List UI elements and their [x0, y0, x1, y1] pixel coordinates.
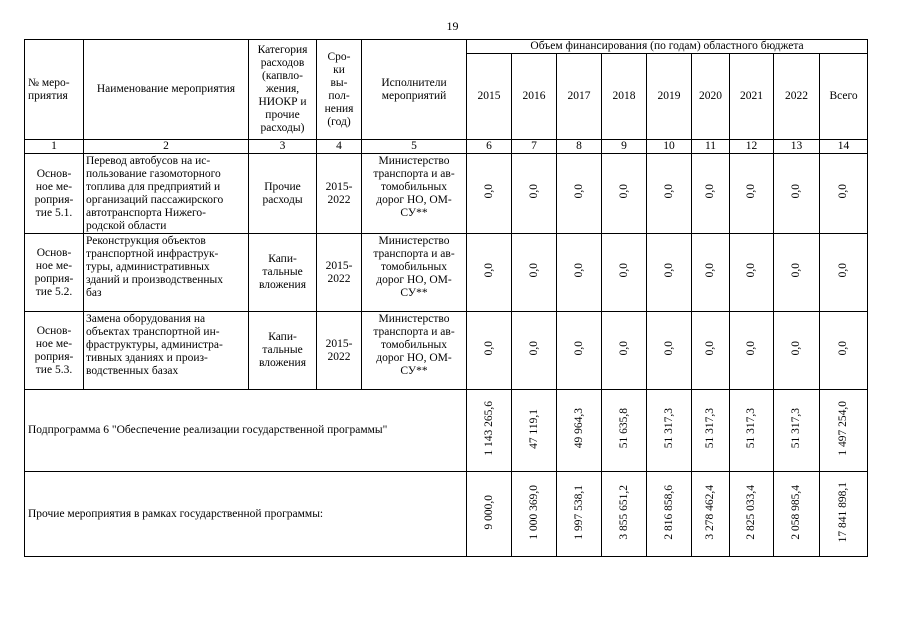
- value-cell: 2 816 858,6: [647, 472, 692, 557]
- header-year: 2019: [647, 54, 692, 140]
- value-cell: 51 317,3: [692, 390, 730, 472]
- value-cell: 0,0: [557, 154, 602, 234]
- value-cell: 0,0: [730, 234, 774, 312]
- column-number: 2: [84, 140, 249, 154]
- activity-category: Прочие расходы: [249, 154, 317, 234]
- value-cell: 1 143 265,6: [467, 390, 512, 472]
- value-cell: 0,0: [647, 234, 692, 312]
- value-cell: 0,0: [692, 234, 730, 312]
- value-cell: 0,0: [602, 154, 647, 234]
- value-cell: 2 825 033,4: [730, 472, 774, 557]
- header-terms: Сро- ки вы- пол- нения (год): [317, 40, 362, 140]
- header-year: 2017: [557, 54, 602, 140]
- value-cell: 51 317,3: [647, 390, 692, 472]
- activity-executors: Министерство транспорта и ав- томобильных дорог НО, ОМ- СУ**: [362, 154, 467, 234]
- value-cell: 0,0: [692, 312, 730, 390]
- header-category: Категория расходов (капвло- жения, НИОКР и прочие расходы): [249, 40, 317, 140]
- subprogram-label: Подпрограмма 6 "Обеспечение реализации государственной программы": [25, 390, 467, 472]
- header-financing: Объем финансирования (по годам) областного бюджета: [467, 40, 868, 54]
- value-cell: 0,0: [512, 154, 557, 234]
- value-cell: 49 964,3: [557, 390, 602, 472]
- value-cell: 0,0: [774, 234, 820, 312]
- value-cell: 0,0: [730, 154, 774, 234]
- activity-name: Замена оборудования на объектах транспортной ин- фраструктуры, администра- тивных зданиях и произ- водственных базах: [84, 312, 249, 390]
- column-number: 3: [249, 140, 317, 154]
- header-year: 2022: [774, 54, 820, 140]
- value-cell: 0,0: [512, 234, 557, 312]
- financing-table: [24, 39, 868, 557]
- column-number: 6: [467, 140, 512, 154]
- column-number: 7: [512, 140, 557, 154]
- activity-name: Перевод автобусов на ис- пользование газомоторного топлива для предприятий и организаций пассажирского автотранспорта Нижего- родской области: [84, 154, 249, 234]
- activity-row: [25, 312, 868, 390]
- header-name: Наименование мероприятия: [84, 40, 249, 140]
- column-number-row: [25, 140, 868, 154]
- activity-number: Основ- ное ме- роприя- тие 5.2.: [25, 234, 84, 312]
- column-number: 13: [774, 140, 820, 154]
- column-number: 4: [317, 140, 362, 154]
- value-cell: 51 317,3: [774, 390, 820, 472]
- header-total: Всего: [820, 54, 868, 140]
- other-activities-label: Прочие мероприятия в рамках государственной программы:: [25, 472, 467, 557]
- header-year: 2020: [692, 54, 730, 140]
- activity-terms: 2015- 2022: [317, 234, 362, 312]
- value-cell: 51 635,8: [602, 390, 647, 472]
- activity-row: [25, 234, 868, 312]
- other-activities-row: [25, 472, 868, 557]
- value-cell: 0,0: [692, 154, 730, 234]
- value-cell: 0,0: [557, 312, 602, 390]
- header-year: 2018: [602, 54, 647, 140]
- activity-category: Капи- тальные вложения: [249, 312, 317, 390]
- value-cell: 0,0: [602, 312, 647, 390]
- header-num: № меро- приятия: [25, 40, 84, 140]
- column-number: 12: [730, 140, 774, 154]
- value-cell: 0,0: [774, 154, 820, 234]
- value-cell-total: 0,0: [820, 154, 868, 234]
- header-year: 2021: [730, 54, 774, 140]
- value-cell: 0,0: [774, 312, 820, 390]
- page-number: 19: [446, 19, 459, 33]
- value-cell: 0,0: [467, 154, 512, 234]
- subprogram-row: [25, 390, 868, 472]
- activity-terms: 2015- 2022: [317, 154, 362, 234]
- header-year: 2015: [467, 54, 512, 140]
- value-cell: 0,0: [467, 312, 512, 390]
- value-cell: 0,0: [647, 154, 692, 234]
- value-cell-total: 0,0: [820, 312, 868, 390]
- value-cell-total: 0,0: [820, 234, 868, 312]
- activity-row: [25, 154, 868, 234]
- value-cell: 0,0: [512, 312, 557, 390]
- value-cell-total: 17 841 898,1: [820, 472, 868, 557]
- value-cell: 0,0: [557, 234, 602, 312]
- value-cell: 0,0: [730, 312, 774, 390]
- value-cell: 3 278 462,4: [692, 472, 730, 557]
- activity-number: Основ- ное ме- роприя- тие 5.3.: [25, 312, 84, 390]
- value-cell: 2 058 985,4: [774, 472, 820, 557]
- column-number: 9: [602, 140, 647, 154]
- activity-category: Капи- тальные вложения: [249, 234, 317, 312]
- activity-number: Основ- ное ме- роприя- тие 5.1.: [25, 154, 84, 234]
- value-cell: 0,0: [467, 234, 512, 312]
- activity-executors: Министерство транспорта и ав- томобильных дорог НО, ОМ- СУ**: [362, 312, 467, 390]
- value-cell: 47 119,1: [512, 390, 557, 472]
- activity-name: Реконструкция объектов транспортной инфраструк- туры, административных зданий и производственных баз: [84, 234, 249, 312]
- activity-terms: 2015- 2022: [317, 312, 362, 390]
- value-cell: 1 000 369,0: [512, 472, 557, 557]
- value-cell-total: 1 497 254,0: [820, 390, 868, 472]
- column-number: 10: [647, 140, 692, 154]
- header-executors: Исполнители мероприятий: [362, 40, 467, 140]
- value-cell: 51 317,3: [730, 390, 774, 472]
- column-number: 11: [692, 140, 730, 154]
- header-year: 2016: [512, 54, 557, 140]
- column-number: 5: [362, 140, 467, 154]
- column-number: 1: [25, 140, 84, 154]
- value-cell: 1 997 538,1: [557, 472, 602, 557]
- value-cell: 0,0: [602, 234, 647, 312]
- value-cell: 0,0: [647, 312, 692, 390]
- value-cell: 3 855 651,2: [602, 472, 647, 557]
- value-cell: 9 000,0: [467, 472, 512, 557]
- column-number: 14: [820, 140, 868, 154]
- column-number: 8: [557, 140, 602, 154]
- activity-executors: Министерство транспорта и ав- томобильных дорог НО, ОМ- СУ**: [362, 234, 467, 312]
